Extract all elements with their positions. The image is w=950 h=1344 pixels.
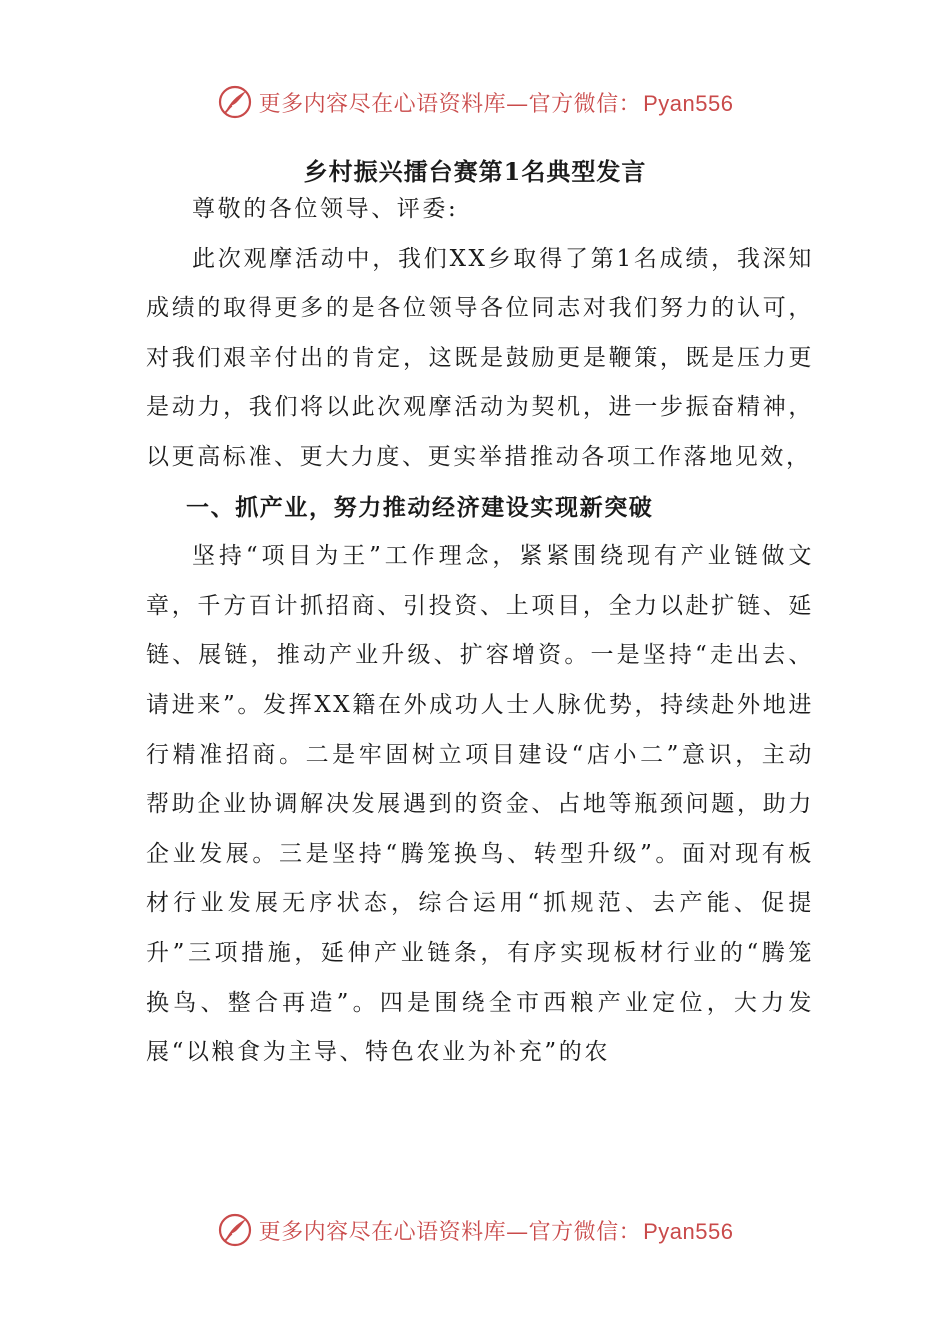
section-1-paragraph: 坚持“项目为王”工作理念，紧紧围绕现有产业链做文章，千方百计抓招商、引投资、上项目，全力以赴扩链、延链、展链，推动产业升级、扩容增资。一是坚持“走出去、请进来”。发挥XX籍在外成功人士人脉优势，持续赴外地进行精准招商。二是牢固树立项目建设“店小二”意识，主动帮助企业协调解决发展遇到的资金、占地等瓶颈问题，助力企业发展。三是坚持“腾笼换鸟、转型升级”。面对现有板材行业发展无序状态，综合运用“抓规范、去产能、促提升”三项措施，延伸产业链条，有序实现板材行业的“腾笼换鸟、整合再造”。四是围绕全市西粮产业定位，大力发展“以粮食为主导、特色农业为补充”的农	[146, 543, 814, 1066]
quill-pen-logo-icon	[217, 1212, 253, 1248]
watermark-banner-bottom	[0, 1208, 950, 1252]
wechat-id: Pyan556	[643, 1218, 734, 1244]
greeting: 尊敬的各位领导、评委:	[192, 196, 459, 222]
quill-pen-logo-icon	[217, 84, 253, 120]
watermark-text: 更多内容尽在心语资料库—官方微信：Pyan556	[258, 1218, 734, 1245]
wechat-id: Pyan556	[643, 90, 734, 116]
section-heading-1: 一、抓产业，努力推动经济建设实现新突破	[186, 493, 654, 521]
document-body	[146, 185, 814, 1078]
watermark-text: 更多内容尽在心语资料库—官方微信：Pyan556	[258, 90, 734, 117]
watermark-banner-top	[0, 80, 950, 124]
document-title: 乡村振兴擂台赛第1名典型发言	[303, 157, 647, 186]
intro-paragraph: 此次观摩活动中，我们XX乡取得了第1名成绩，我深知成绩的取得更多的是各位领导各位同志对我们努力的认可，对我们艰辛付出的肯定，这既是鼓励更是鞭策，既是压力更是动力，我们将以此次观摩活动为契机，进一步振奋精神，以更高标准、更大力度、更实举措推动各项工作落地见效，	[146, 245, 814, 470]
